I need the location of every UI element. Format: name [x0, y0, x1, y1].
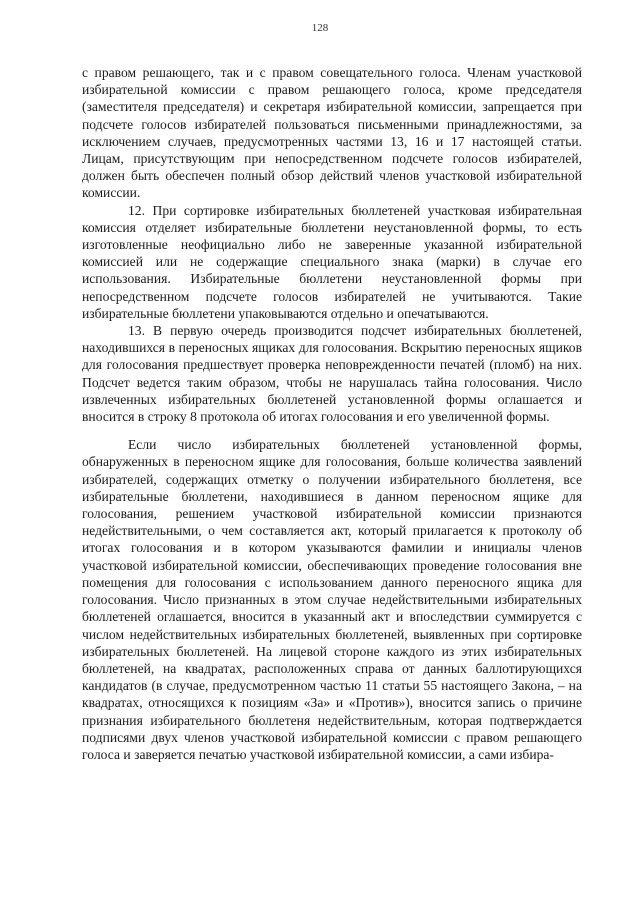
paragraph-continuation: с правом решающего, так и с правом совещательного голоса. Членам участковой избирательной комиссии с правом решающего голоса, кроме председателя (заместителя председателя) и секретаря избирательной комиссии, запрещается при подсчете голосов избирателей пользоваться письменными принадлежностями, за исключением случаев, предусмотренных частями 13, 16 и 17 настоящей статьи. Лицам, присутствующим при непосредственном подсчете голосов избирателей, должен быть обеспечен полный обзор действий членов участковой избирательной комиссии.: [82, 65, 582, 201]
paragraph-item-13: 13. В первую очередь производится подсчет избирательных бюллетеней, находившихся в переносных ящиках для голосования. Вскрытию переносных ящиков для голосования предшествует проверка неповрежденности печатей (пломб) на них. Подсчет ведется таким образом, чтобы не нарушалась тайна голосования. Число извлеченных избирательных бюллетеней установленной формы оглашается и вносится в строку 8 протокола об итогах голосования и его увеличенной формы.: [82, 323, 582, 425]
body-text: [82, 64, 582, 763]
page-number: 128: [311, 22, 329, 34]
paragraph-invalid-ballots: Если число избирательных бюллетеней установленной формы, обнаруженных в переносном ящике для голосования, больше количества заявлений избирателей, содержащих отметку о получении избирательного бюллетеня, все избирательные бюллетени, находившиеся в данном переносном ящике для голосования, решением участковой избирательной комиссии признаются недействительными, о чем составляется акт, который прилагается к протоколу об итогах голосования и в котором указываются фамилии и инициалы членов участковой избирательной комиссии, обеспечивающих проведение голосования вне помещения для голосования с использованием данного переносного ящика для голосования. Число признанных в этом случае недействительными избирательных бюллетеней оглашается, вносится в указанный акт и впоследствии суммируется с числом недействительных избирательных бюллетеней, выявленных при сортировке избирательных бюллетеней. На лицевой стороне каждого из этих избирательных бюллетеней, на квадратах, расположенных справа от данных баллотирующихся кандидатов (в случае, предусмотренном частью 11 статьи 55 настоящего Закона, – на квадратах, относящихся к позициям «За» и «Против»), вносится запись о причине признания избирательного бюллетеня недействительным, которая подтверждается подписями двух членов участковой избирательной комиссии с правом решающего голоса и заверяется печатью участковой избирательной комиссии, а сами избира-: [82, 437, 582, 762]
paragraph-item-12: 12. При сортировке избирательных бюллетеней участковая избирательная комиссия отделяет избирательные бюллетени неустановленной формы, то есть изготовленные неофициально либо не заверенные указанной избирательной комиссией или не содержащие специального знака (марки) в случае его использования. Избирательные бюллетени неустановленной формы при непосредственном подсчете голосов избирателей не учитываются. Такие избирательные бюллетени упаковываются отдельно и опечатываются.: [82, 202, 582, 321]
